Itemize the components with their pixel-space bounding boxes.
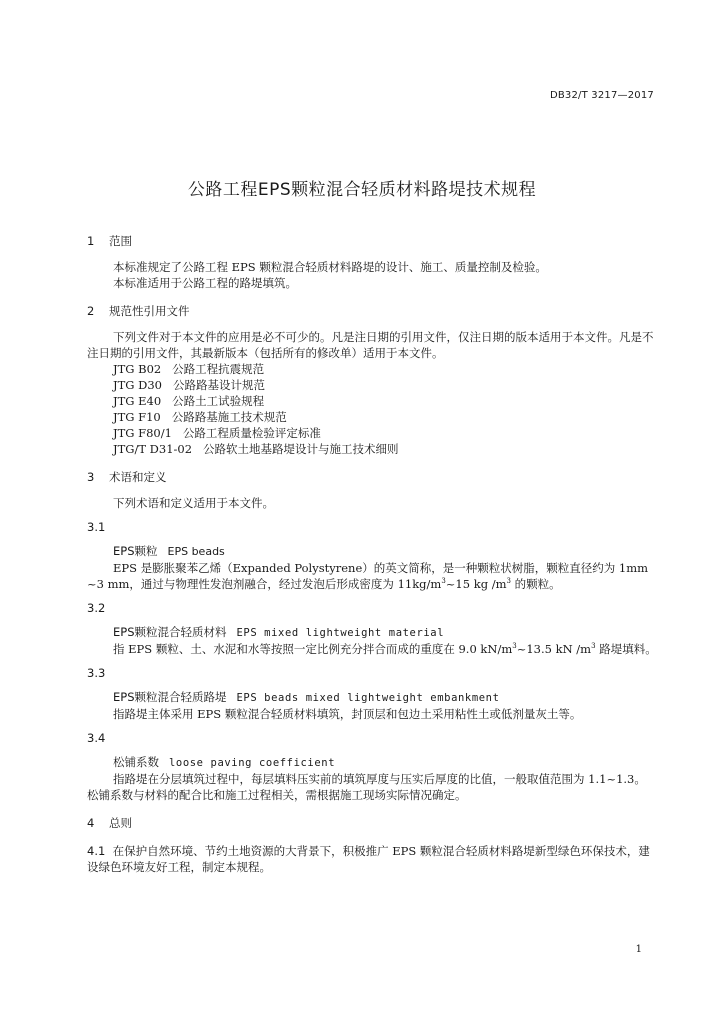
reference-item: JTG D30 公路路基设计规范 bbox=[113, 378, 265, 392]
section-number: 4 bbox=[87, 816, 95, 830]
reference-item: JTG/T D31-02 公路软土地基路堤设计与施工技术细则 bbox=[113, 442, 399, 456]
paragraph: 本标准规定了公路工程 EPS 颗粒混合轻质材料路堤的设计、施工、质量控制及检验。 bbox=[113, 260, 547, 274]
definition-text: 的颗粒。 bbox=[510, 577, 561, 591]
clause-paragraph bbox=[87, 843, 657, 875]
section-3-heading bbox=[87, 469, 657, 485]
section-title: 规范性引用文件 bbox=[109, 304, 190, 318]
reference-item: JTG E40 公路土工试验规程 bbox=[113, 394, 265, 408]
clause-number: 4.1 bbox=[87, 844, 106, 858]
term-heading bbox=[87, 543, 657, 560]
definition-text: ~13.5 kN /m bbox=[516, 642, 592, 656]
reference-item: JTG B02 公路工程抗震规范 bbox=[113, 362, 265, 376]
superscript: 3 bbox=[506, 577, 511, 586]
term-cn: 松铺系数 bbox=[113, 755, 159, 769]
section-title: 总则 bbox=[109, 816, 132, 830]
paragraph-text: 在保护自然环境、节约土地资源的大背景下，积极推广 EPS 颗粒混合轻质材料路堤新型绿色环保技术，建设绿色环境友好工程，制定本规程。 bbox=[87, 844, 650, 874]
term-en: EPS beads bbox=[167, 545, 225, 558]
definition-text: 指 EPS 颗粒、土、水泥和水等按照一定比例充分拌合而成的重度在 9.0 kN/m bbox=[113, 642, 513, 656]
definition-text: EPS 是膨胀聚苯乙烯（Expanded Polystyrene）的英文简称，是一种颗粒状树脂，颗粒直径约为 1mm ~3 mm，通过与物理性发泡剂融合，经过发泡后形成密度为 11kg/m bbox=[87, 561, 649, 591]
clause-number: 3.1 bbox=[87, 520, 106, 534]
section-number: 3 bbox=[87, 470, 95, 484]
term-en: EPS mixed lightweight material bbox=[236, 627, 445, 639]
term-heading bbox=[87, 689, 657, 706]
document-title: 公路工程EPS颗粒混合轻质材料路堤技术规程 bbox=[187, 180, 537, 200]
term-definition: 指路堤主体采用 EPS 颗粒混合轻质材料填筑，封顶层和包边土采用粘性土或低剂量灰土等。 bbox=[113, 707, 582, 721]
paragraph: 下列术语和定义适用于本文件。 bbox=[113, 496, 274, 510]
section-title: 术语和定义 bbox=[109, 470, 167, 484]
term-definition: 指路堤在分层填筑过程中，每层填料压实前的填筑厚度与压实后厚度的比值，一般取值范围为 1.1~1.3。松铺系数与材料的配合比和施工过程相关，需根据施工现场实际情况确定。 bbox=[87, 772, 646, 802]
definition-text: 路堤填料。 bbox=[595, 642, 657, 656]
standard-code: DB32/T 3217—2017 bbox=[549, 90, 654, 101]
term-en: loose paving coefficient bbox=[169, 757, 336, 769]
superscript: 3 bbox=[512, 642, 517, 651]
term-definition bbox=[87, 560, 657, 592]
page-number: 1 bbox=[635, 944, 642, 955]
term-cn: EPS颗粒混合轻质材料 bbox=[113, 625, 227, 639]
term-heading bbox=[87, 624, 657, 641]
term-cn: EPS颗粒 bbox=[113, 544, 158, 558]
term-cn: EPS颗粒混合轻质路堤 bbox=[113, 690, 227, 704]
section-number: 1 bbox=[87, 234, 95, 248]
term-definition bbox=[87, 641, 657, 657]
term-en: EPS beads mixed lightweight embankment bbox=[236, 692, 500, 704]
section-2-heading bbox=[87, 303, 657, 319]
clause-number: 3.3 bbox=[87, 666, 106, 680]
reference-item: JTG F80/1 公路工程质量检验评定标准 bbox=[113, 426, 321, 440]
reference-list bbox=[87, 361, 657, 457]
section-number: 2 bbox=[87, 304, 95, 318]
document-body bbox=[87, 233, 657, 875]
reference-item: JTG F10 公路路基施工技术规范 bbox=[113, 410, 287, 424]
section-1-heading bbox=[87, 233, 657, 249]
clause-number: 3.2 bbox=[87, 601, 106, 615]
paragraph: 本标准适用于公路工程的路堤填筑。 bbox=[113, 276, 297, 290]
superscript: 3 bbox=[441, 577, 446, 586]
section-4-heading bbox=[87, 815, 657, 831]
section-title: 范围 bbox=[109, 234, 132, 248]
term-heading bbox=[87, 754, 657, 771]
paragraph: 下列文件对于本文件的应用是必不可少的。凡是注日期的引用文件，仅注日期的版本适用于本文件。凡是不注日期的引用文件，其最新版本（包括所有的修改单）适用于本文件。 bbox=[87, 330, 654, 360]
clause-number: 3.4 bbox=[87, 731, 106, 745]
definition-text: ~15 kg /m bbox=[445, 577, 507, 591]
superscript: 3 bbox=[591, 642, 596, 651]
